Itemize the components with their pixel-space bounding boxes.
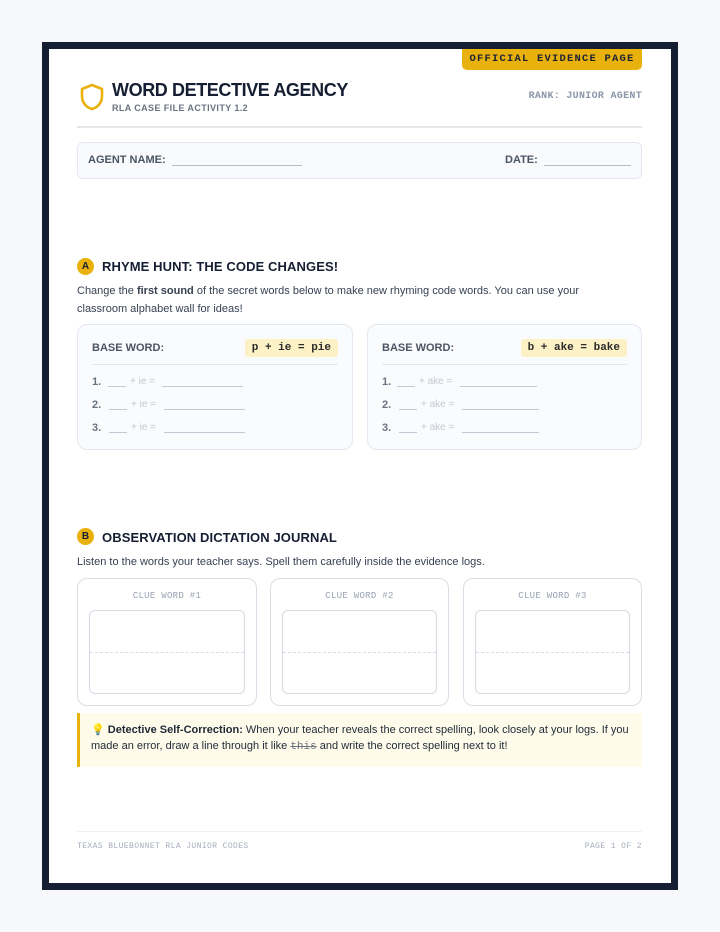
- header-divider: [77, 126, 642, 128]
- evidence-log-3: [463, 578, 642, 706]
- rank-label: RANK: JUNIOR AGENT: [528, 91, 642, 102]
- spelling-box[interactable]: [475, 610, 630, 694]
- word-blank[interactable]: [460, 386, 537, 387]
- footer-divider: [77, 831, 642, 832]
- rhyme-card-bake: BASE WORD: b + ake = bake 1. + ake = 2. + ake = 3. + ake =: [367, 324, 642, 450]
- letter-blank[interactable]: [399, 409, 417, 410]
- page-subtitle: RLA CASE FILE ACTIVITY 1.2: [112, 103, 249, 113]
- date-label: DATE:: [505, 154, 538, 166]
- self-correction-tip: [77, 713, 642, 767]
- base-word-formula: b + ake = bake: [521, 339, 627, 357]
- strikethrough-example: this: [290, 741, 317, 753]
- date-field[interactable]: [544, 165, 631, 166]
- section-a-title: RHYME HUNT: THE CODE CHANGES!: [102, 259, 339, 274]
- section-b-number: B: [77, 528, 94, 545]
- evidence-log-1: [77, 578, 257, 706]
- base-word-label: BASE WORD:: [382, 342, 455, 354]
- letter-blank[interactable]: [399, 432, 417, 433]
- section-b-title: OBSERVATION DICTATION JOURNAL: [102, 530, 337, 545]
- letter-blank[interactable]: [109, 432, 127, 433]
- word-blank[interactable]: [462, 409, 539, 410]
- agent-name-label: AGENT NAME:: [88, 154, 166, 166]
- word-blank[interactable]: [462, 432, 539, 433]
- section-a-description: Change the first sound of the secret words below to make new rhyming code words. You can use your classroom alphabet wall for ideas!: [77, 285, 579, 315]
- agent-info-box: [77, 142, 642, 179]
- guide-line: [90, 652, 244, 653]
- letter-blank[interactable]: [397, 386, 415, 387]
- word-blank[interactable]: [164, 409, 245, 410]
- card-divider: [92, 364, 338, 365]
- clue-word-label: CLUE WORD #1: [132, 591, 202, 601]
- section-a-number: A: [77, 258, 94, 275]
- word-blank[interactable]: [162, 386, 243, 387]
- lightbulb-icon: 💡: [91, 724, 105, 736]
- clue-word-label: CLUE WORD #2: [325, 591, 394, 601]
- official-badge: OFFICIAL EVIDENCE PAGE: [462, 49, 642, 70]
- card-divider: [382, 364, 627, 365]
- guide-line: [476, 652, 629, 653]
- rhyme-card-pie: BASE WORD: p + ie = pie 1. + ie = 2. + ie = 3. + ie =: [77, 324, 353, 450]
- shield-icon: [79, 83, 105, 111]
- section-b-description: Listen to the words your teacher says. Spell them carefully inside the evidence logs.: [77, 556, 485, 568]
- base-word-label: BASE WORD:: [92, 342, 165, 354]
- clue-word-label: CLUE WORD #3: [518, 591, 587, 601]
- letter-blank[interactable]: [109, 409, 127, 410]
- evidence-log-2: [270, 578, 449, 706]
- worksheet-page: [49, 49, 671, 883]
- spelling-box[interactable]: [89, 610, 245, 694]
- guide-line: [283, 652, 436, 653]
- letter-blank[interactable]: [108, 386, 126, 387]
- agent-name-field[interactable]: [172, 165, 302, 166]
- tip-text: 💡 Detective Self-Correction: When your teacher reveals the correct spelling, look closely at your logs. If you made an error, draw a line through it like this and write the correct spelling next to it!: [91, 724, 629, 753]
- base-word-formula: p + ie = pie: [245, 339, 338, 357]
- footer-left: TEXAS BLUEBONNET RLA JUNIOR CODES: [77, 842, 249, 851]
- page-number: PAGE 1 OF 2: [584, 842, 642, 851]
- page-title: WORD DETECTIVE AGENCY: [112, 80, 348, 100]
- word-blank[interactable]: [164, 432, 245, 433]
- spelling-box[interactable]: [282, 610, 437, 694]
